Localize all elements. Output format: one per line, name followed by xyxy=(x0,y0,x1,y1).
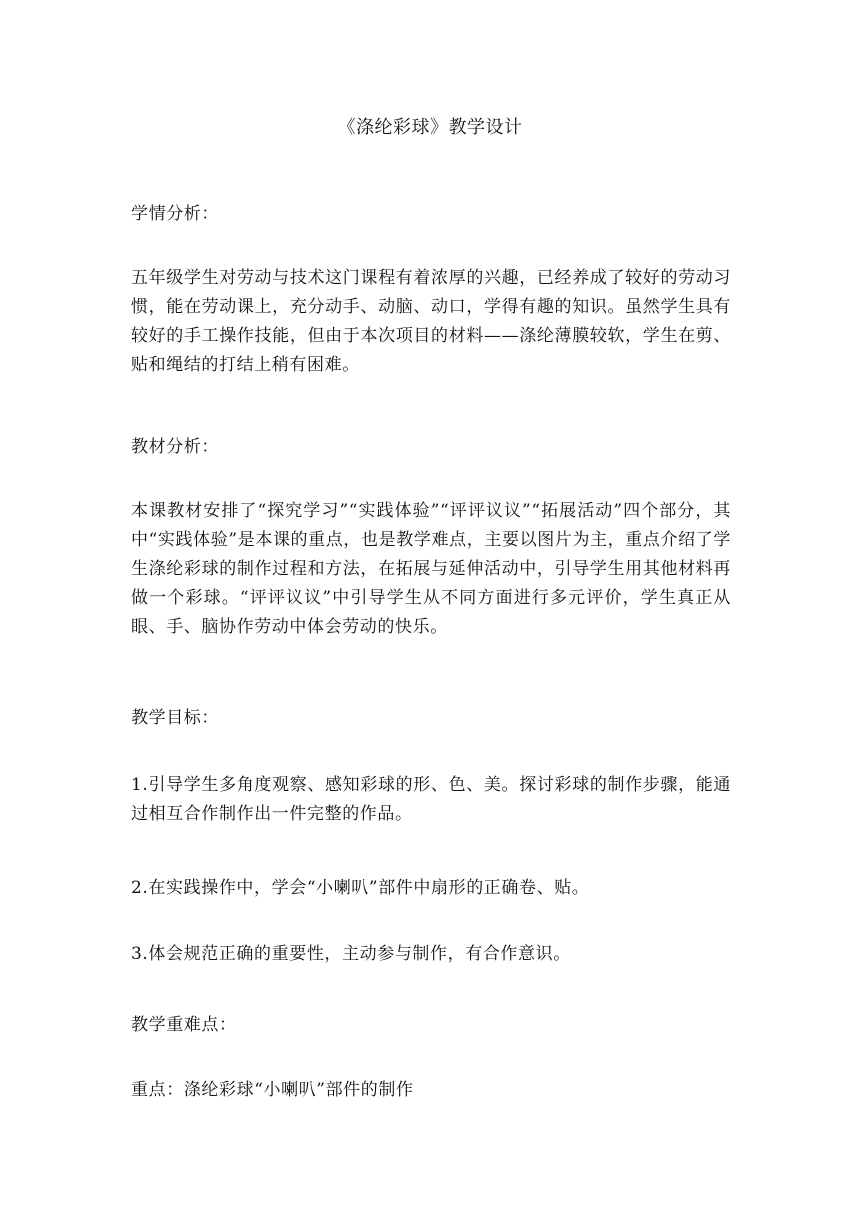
goal-item-2: 2.在实践操作中，学会“小喇叭”部件中扇形的正确卷、贴。 xyxy=(131,878,590,898)
goal-item-1: 1.引导学生多角度观察、感知彩球的形、色、美。探讨彩球的制作步骤，能通过相互合作制作出一件完整的作品。 xyxy=(131,775,731,824)
paragraph-textbook-analysis: 本课教材安排了“探究学习”“实践体验”“评评议议”“拓展活动”四个部分，其中“实践体验”是本课的重点，也是教学难点，主要以图片为主，重点介绍了学生涤纶彩球的制作过程和方法，在拓展与延伸活动中，引导学生用其他材料再做一个彩球。“评评议议”中引导学生从不同方面进行多元评价，学生真正从眼、手、脑协作劳动中体会劳动的快乐。 xyxy=(131,501,731,637)
goal-item-3: 3.体会规范正确的重要性，主动参与制作，有合作意识。 xyxy=(131,944,571,964)
paragraph-learning-analysis: 五年级学生对劳动与技术这门课程有着浓厚的兴趣，已经养成了较好的劳动习惯，能在劳动课上，充分动手、动脑、动口，学得有趣的知识。虽然学生具有较好的手工操作技能，但由于本次项目的材料——涤纶薄膜较软，学生在剪、贴和绳结的打结上稍有困难。 xyxy=(131,268,731,375)
key-point-item: 重点：涤纶彩球“小喇叭”部件的制作 xyxy=(131,1080,414,1100)
section-heading-key-difficult-points: 教学重难点： xyxy=(131,1015,237,1035)
section-heading-teaching-goals: 教学目标： xyxy=(131,708,219,728)
section-heading-learning-analysis: 学情分析： xyxy=(131,204,219,224)
section-heading-textbook-analysis: 教材分析： xyxy=(131,437,219,457)
document-title: 《涤纶彩球》教学设计 xyxy=(337,117,523,138)
